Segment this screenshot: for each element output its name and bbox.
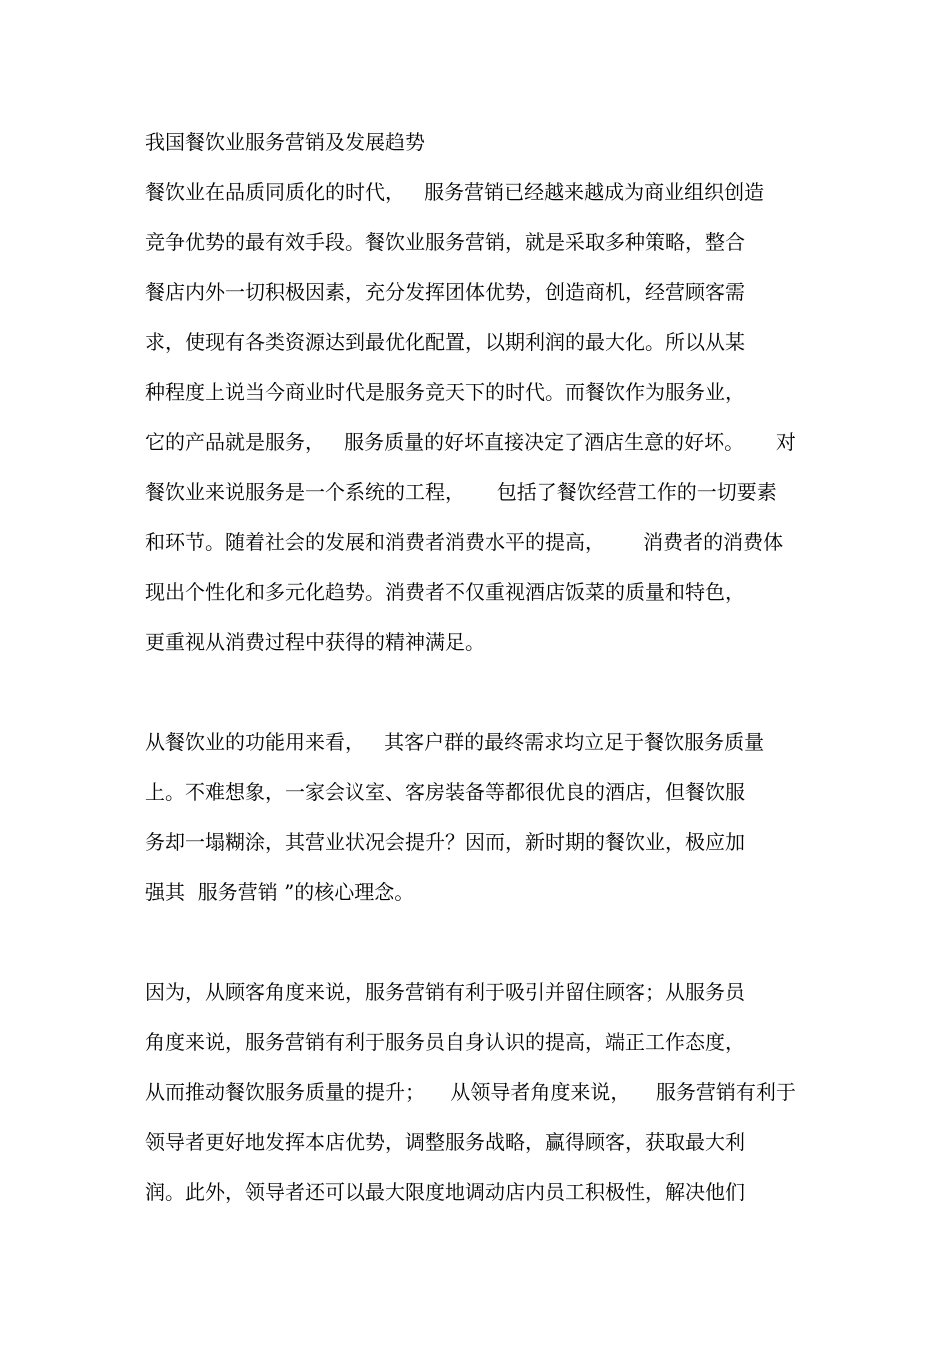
paragraph-1-line-8: 和环节。随着社会的发展和消费者消费水平的提高， 消费者的消费体	[145, 530, 784, 554]
paragraph-2-line-1: 从餐饮业的功能用来看， 其客户群的最终需求均立足于餐饮服务质量	[145, 730, 765, 754]
paragraph-1-line-5: 种程度上说当今商业时代是服务竞天下的时代。而餐饮作为服务业，	[145, 380, 745, 404]
document-title: 我国餐饮业服务营销及发展趋势	[145, 130, 425, 154]
paragraph-1-line-7: 餐饮业来说服务是一个系统的工程， 包括了餐饮经营工作的一切要素	[145, 480, 777, 504]
paragraph-3-line-5: 润。此外，领导者还可以最大限度地调动店内员工积极性，解决他们	[145, 1180, 745, 1204]
paragraph-1-line-9: 现出个性化和多元化趋势。消费者不仅重视酒店饭菜的质量和特色，	[145, 580, 745, 604]
paragraph-1-line-10: 更重视从消费过程中获得的精神满足。	[145, 630, 485, 654]
paragraph-1-line-3: 餐店内外一切积极因素，充分发挥团体优势，创造商机，经营顾客需	[145, 280, 745, 304]
paragraph-3-line-2: 角度来说，服务营销有利于服务员自身认识的提高，端正工作态度，	[145, 1030, 745, 1054]
paragraph-1-line-2: 竞争优势的最有效手段。餐饮业服务营销，就是采取多种策略，整合	[145, 230, 745, 254]
paragraph-3-line-3: 从而推动餐饮服务质量的提升； 从领导者角度来说， 服务营销有利于	[145, 1080, 796, 1104]
paragraph-1-line-4: 求，使现有各类资源达到最优化配置，以期利润的最大化。所以从某	[145, 330, 745, 354]
paragraph-3-line-4: 领导者更好地发挥本店优势，调整服务战略，赢得顾客，获取最大利	[145, 1130, 745, 1154]
paragraph-2-line-4: 强其 服务营销 ”的核心理念。	[145, 880, 415, 904]
paragraph-2-line-3: 务却一塌糊涂，其营业状况会提升？因而，新时期的餐饮业，极应加	[145, 830, 745, 854]
paragraph-1-line-6: 它的产品就是服务， 服务质量的好坏直接决定了酒店生意的好坏。 对	[145, 430, 796, 454]
paragraph-1-line-1: 餐饮业在品质同质化的时代， 服务营销已经越来越成为商业组织创造	[145, 180, 765, 204]
paragraph-2-line-2: 上。不难想象，一家会议室、客房装备等都很优良的酒店，但餐饮服	[145, 780, 745, 804]
paragraph-3-line-1: 因为，从顾客角度来说，服务营销有利于吸引并留住顾客；从服务员	[145, 980, 745, 1004]
